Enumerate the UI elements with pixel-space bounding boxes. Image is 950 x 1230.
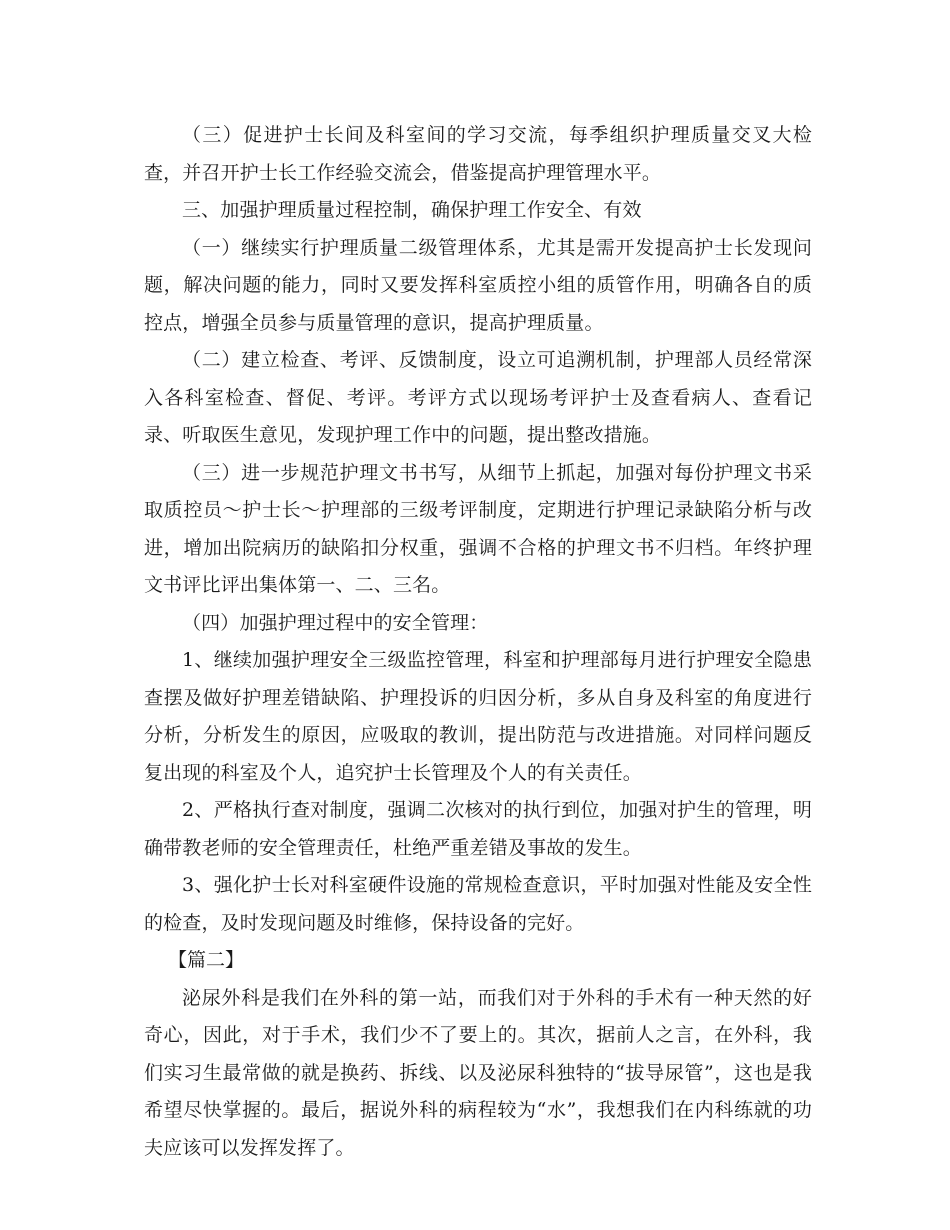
- section-heading-part-two: 【篇二】: [168, 949, 245, 971]
- paragraph-management-system: （一）继续实行护理质量二级管理体系，尤其是需开发提高护士长发现问题，解决问题的能力，同时又要发挥科室质控小组的质管作用，明确各自的质控点，增强全员参与质量管理的意识，提高护理质量。: [144, 236, 812, 334]
- document-body: [144, 117, 812, 1167]
- paragraph-urology-internship: 泌尿外科是我们在外科的第一站，而我们对于外科的手术有一种天然的好奇心，因此，对于手术，我们少不了要上的。其次，据前人之言，在外科，我们实习生最常做的就是换药、拆线、以及泌尿科独特的“拔导尿管”，这也是我希望尽快掌握的。最后，据说外科的病程较为“水”，我想我们在内科练就的功夫应该可以发挥发挥了。: [144, 986, 812, 1159]
- list-item-verification-system: 2、严格执行查对制度，强调二次核对的执行到位，加强对护生的管理，明确带教老师的安全管理责任，杜绝严重差错及事故的发生。: [144, 799, 812, 859]
- list-item-safety-monitoring: 1、继续加强护理安全三级监控管理，科室和护理部每月进行护理安全隐患查摆及做好护理差错缺陷、护理投诉的归因分析，多从自身及科室的角度进行分析，分析发生的原因，应吸取的教训，提出防范与改进措施。对同样问题反复出现的科室及个人，追究护士长管理及个人的有关责任。: [144, 649, 812, 784]
- paragraph-inspection-feedback: （二）建立检查、考评、反馈制度，设立可追溯机制，护理部人员经常深入各科室检查、督促、考评。考评方式以现场考评护士及查看病人、查看记录、听取医生意见，发现护理工作中的问题，提出整改措施。: [144, 349, 812, 446]
- paragraph-promote-exchange: （三）促进护士长间及科室间的学习交流，每季组织护理质量交叉大检查，并召开护士长工作经验交流会，借鉴提高护理管理水平。: [144, 124, 812, 184]
- paragraph-nursing-documents: （三）进一步规范护理文书书写，从细节上抓起，加强对每份护理文书采取质控员～护士长～护理部的三级考评制度，定期进行护理记录缺陷分析与改进，增加出院病历的缺陷扣分权重，强调不合格的护理文书不归档。年终护理文书评比评出集体第一、二、三名。: [144, 461, 812, 596]
- section-heading-quality-control: 三、加强护理质量过程控制，确保护理工作安全、有效: [182, 199, 642, 221]
- paragraph-safety-management: （四）加强护理过程中的安全管理：: [182, 611, 489, 634]
- list-item-facility-inspection: 3、强化护士长对科室硬件设施的常规检查意识，平时加强对性能及安全性的检查，及时发现问题及时维修，保持设备的完好。: [144, 874, 812, 934]
